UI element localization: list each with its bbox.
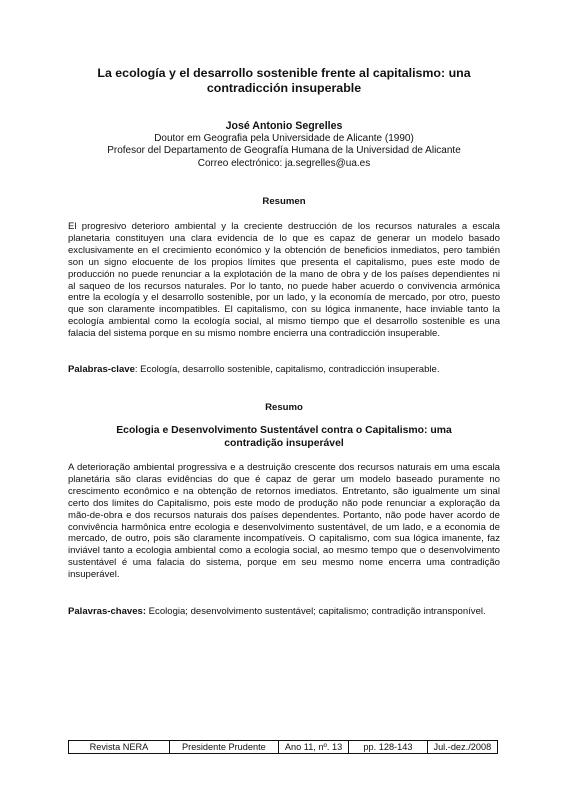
paper-title (68, 66, 500, 96)
author-affiliation-1: Doutor em Geografia pela Universidade de Alicante (1990) (154, 132, 414, 144)
resumo-keywords-text: Ecologia; desenvolvimento sustentável; capitalismo; contradição intransponível. (146, 606, 486, 617)
journal-footer-row (69, 741, 498, 754)
resumo-title-line-2: contradição insuperável (224, 437, 344, 449)
author-name: José Antonio Segrelles (225, 120, 343, 132)
author-email: Correo electrónico: ja.segrelles@ua.es (197, 157, 371, 169)
resumo-body: A deterioração ambiental progressiva e a destruição crescente dos recursos naturais em uma escala planetária são claras evidências do que é capaz de gerar um modelo baseado puramente no crescimento econômico e na obtenção de retornos imediatos. Entretanto, são igualmente um sinal certo dos limites do Capitalismo, pois este modo de produção não pode renunciar a exploração da mão-de-obra e dos recursos naturais dos países dependentes. Portanto, não pode haver acordo de convivência harmônica entre ecologia e desenvolvimento sustentável, de um lado, e a economia de mercado, de outro, pois são claramente incompatíveis. O capitalismo, com sua lógica imanente, faz inviável tanto a ecologia ambiental como a ecologia social, ao mesmo tempo que o desenvolvimento sustentável é uma falacia do sistema, porque em seu mesmo nome encerra uma contradição insuperável. (68, 462, 500, 581)
author-affiliation-2: Profesor del Departamento de Geografía Humana de la Universidad de Alicante (107, 145, 461, 157)
resumen-body: El progresivo deterioro ambiental y la creciente destrucción de los recursos naturales a escala planetaria constituyen una clara evidencia de lo que es capaz de generar un modelo basado exclusivamente en el crecimiento económico y la obtención de beneficios inmediatos, pero también son un signo elocuente de los propios límites que presenta el capitalismo, pues este modo de producción no puede renunciar a la explotación de la mano de obra y de los países dependientes ni al saqueo de los recursos naturales. Por lo tanto, no puede haber acuerdo o convivencia armónica entre la ecología y el desarrollo sostenible, por un lado, y la economía de mercado, por otro, puesto que son claramente incompatibles. El capitalismo, con su lógica inmanente, hace inviable tanto la ecología ambiental como la ecología social, al mismo tiempo que el desarrollo sostenible es una falacia del sistema porque en su mismo nombre encierra una contradicción insuperable. (68, 221, 500, 340)
footer-journal: Revista NERA (69, 741, 170, 754)
resumen-keywords (68, 364, 500, 376)
journal-footer-table (68, 740, 498, 754)
resumo-keywords (68, 606, 500, 618)
footer-pages: pp. 128-143 (349, 741, 427, 754)
resumen-keywords-label: Palabras-clave (68, 364, 135, 375)
resumo-title (68, 425, 500, 450)
resumo-title-line-1: Ecologia e Desenvolvimento Sustentável contra o Capitalismo: uma (116, 425, 452, 436)
footer-issue: Ano 11, nº. 13 (278, 741, 348, 754)
paper-page (68, 0, 500, 800)
resumo-keywords-label: Palavras-chaves: (68, 606, 147, 617)
footer-city: Presidente Prudente (169, 741, 278, 754)
resumen-heading: Resumen (262, 196, 306, 207)
resumen-keywords-text: : Ecología, desarrollo sostenible, capitalismo, contradicción insuperable. (134, 364, 440, 375)
resumo-heading: Resumo (265, 402, 303, 413)
paper-title-line-1: La ecología y el desarrollo sostenible frente al capitalismo: una (97, 66, 471, 80)
paper-title-line-2: contradicción insuperable (206, 81, 362, 95)
author-block (68, 120, 500, 170)
footer-date: Jul.-dez./2008 (427, 741, 497, 754)
